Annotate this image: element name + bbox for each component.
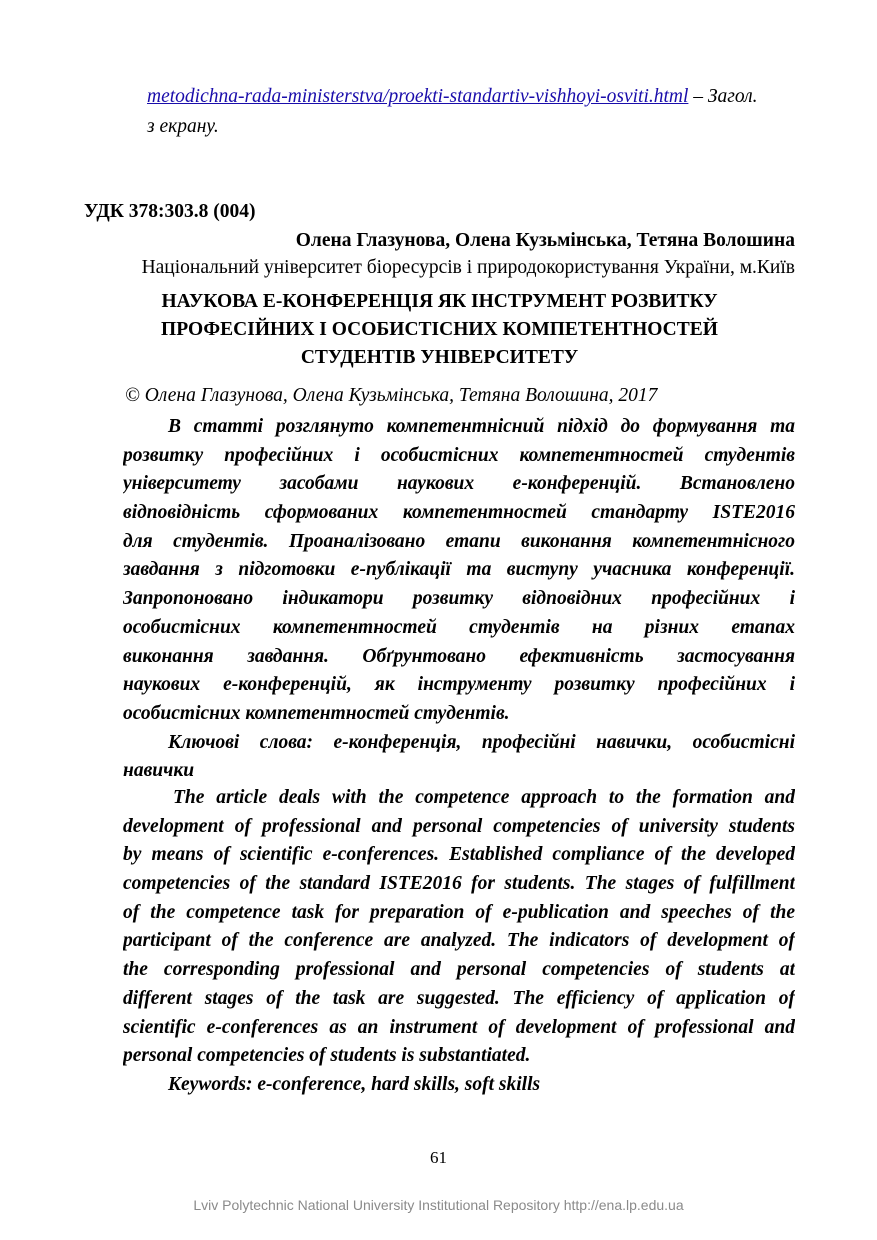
keywords-english: Keywords: e-conference, hard skills, soft skills [168, 1073, 541, 1095]
abstract-line: personal competencies of students is substantiated. [123, 1045, 531, 1067]
abstract-line: different stages of the task are suggested. The efficiency of application of [123, 987, 795, 1009]
abstract-line: університету засобами наукових е-конференцій. Встановлено [123, 473, 795, 495]
abstract-line: особистісних компетентностей студентів на різних етапах [123, 616, 795, 638]
abstract-line: scientific e-conferences as an instrument of development of professional and [123, 1016, 795, 1038]
abstract-line: the corresponding professional and personal competencies of students at [123, 959, 795, 981]
abstract-line: participant of the conference are analyzed. The indicators of development of [123, 930, 795, 952]
title-line: СТУДЕНТІВ УНІВЕРСИТЕТУ [300, 347, 579, 368]
article-title [84, 288, 795, 372]
abstract-line: Запропоновано індикатори розвитку відповідних професійних і [123, 588, 795, 610]
keywords-line: Ключові слова: е-конференція, професійні навички, особистісні [168, 731, 795, 753]
abstract-line: відповідність сформованих компетентностей стандарту ISTE2016 [123, 502, 795, 524]
reference-suffix: – Загол. [688, 86, 758, 107]
abstract-ukrainian [123, 413, 795, 786]
udk-code: УДК 378:303.8 (004) [84, 201, 256, 222]
abstract-line: особистісних компетентностей студентів. [123, 702, 510, 724]
abstract-line: The article deals with the competence approach to the formation and [173, 787, 795, 808]
abstract-line: В статті розглянуто компетентнісний підхід до формування та [168, 416, 795, 437]
title-line: НАУКОВА Е-КОНФЕРЕНЦІЯ ЯК ІНСТРУМЕНТ РОЗВИТКУ [161, 291, 718, 312]
reference-link[interactable]: metodichna-rada-ministerstva/proekti-standartiv-vishhoyi-osviti.html [147, 86, 689, 107]
abstract-line: of the competence task for preparation of e-publication and speeches of the [123, 901, 795, 923]
abstract-line: development of professional and personal competencies of university students [123, 815, 795, 837]
abstract-english [123, 784, 795, 1100]
keywords-line: навички [123, 760, 195, 782]
abstract-line: розвитку професійних і особистісних компетентностей студентів [123, 444, 795, 466]
copyright: © Олена Глазунова, Олена Кузьмінська, Тетяна Волошина, 2017 [125, 385, 658, 406]
abstract-line: by means of scientific e-conferences. Established compliance of the developed [123, 844, 795, 866]
page-number: 61 [430, 1148, 447, 1167]
affiliation: Національний університет біоресурсів і природокористування України, м.Київ [141, 257, 795, 278]
authors: Олена Глазунова, Олена Кузьмінська, Тетяна Волошина [295, 230, 795, 251]
abstract-line: competencies of the standard ISTE2016 for students. The stages of fulfillment [123, 873, 795, 895]
reference-line-2: з екрану. [147, 116, 219, 137]
abstract-line: наукових е-конференцій, як інструменту розвитку професійних і [123, 674, 795, 696]
abstract-line: завдання з підготовки е-публікації та виступу учасника конференції. [123, 559, 795, 581]
abstract-line: для студентів. Проаналізовано етапи виконання компетентнісного [123, 530, 795, 552]
title-line: ПРОФЕСІЙНИХ І ОСОБИСТІСНИХ КОМПЕТЕНТНОСТЕЙ [161, 319, 718, 340]
reference-tail [147, 83, 758, 112]
repository-footer: Lviv Polytechnic National University Institutional Repository http://ena.lp.edu.ua [193, 1197, 684, 1213]
abstract-line: виконання завдання. Обґрунтовано ефективність застосування [123, 645, 795, 667]
